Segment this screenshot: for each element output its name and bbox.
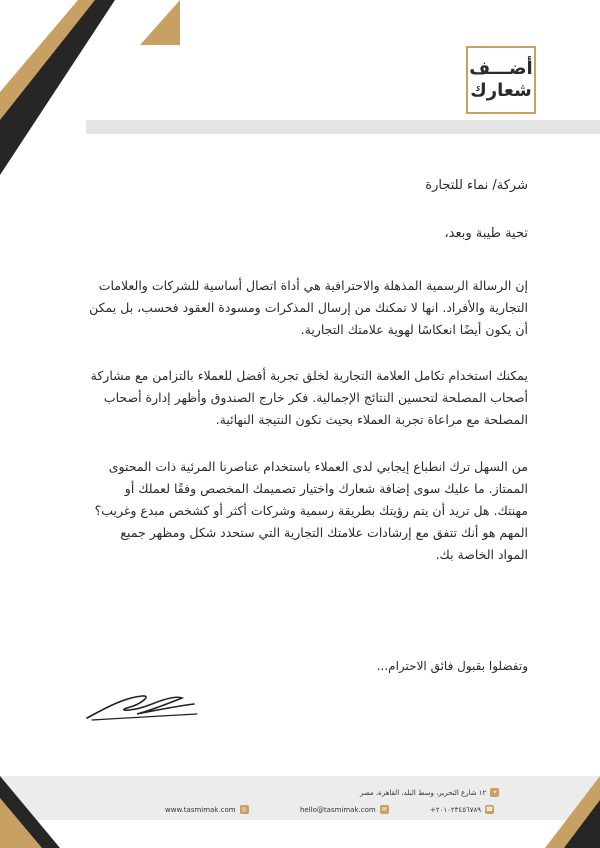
signature-icon [82,690,202,726]
header-band-grey [86,120,600,134]
footer-email[interactable] [300,805,389,814]
mail-icon: ✉ [381,806,387,813]
email-text[interactable]: hello@tasmimak.com [300,805,376,814]
globe-icon: ◎ [241,806,247,813]
footer-corner-gold-left [0,798,42,848]
closing-line: وتفضلوا بقبول فائق الاحترام... [376,659,528,673]
footer-website[interactable] [165,805,249,814]
header-stripe-gold [140,0,180,45]
recipient-company: شركة/ نماء للتجارة [425,178,528,193]
address-text: ١٢ شارع التحرير، وسط البلد، القاهرة، مصر [360,788,487,797]
logo-placeholder [466,46,536,114]
paragraph-3: من السهل ترك انطباع إيجابي لدى العملاء باستخدام عناصرنا المرئية ذات المحتوى الممتاز. ما عليك سوى إضافة شعارك واختيار تصميمك المخصص وفقًا لعملك أو مهنتك. هل تريد أن يتم رؤيتك بطريقة رسمية وشركات أكثر أو كشخص مبدع وغريب؟ المهم هو أنك تتفق مع إرشادات علامتك التجارية التي ستحدد شكل ومظهر جميع المواد الخاصة بك. [94,459,528,562]
header-corner-white [0,0,78,92]
footer-phone [430,805,494,814]
paragraph-2: يمكنك استخدام تكامل العلامة التجارية لخلق تجربة أفضل للعملاء بالتزامن مع مشاركة أصحاب المصلحة لتحسين النتائج الإجمالية. فكر خارج الصندوق وأظهر إدارة أصحاب المصلحة مع مراعاة تجربة العملاء بحيث تكون النتيجة النهائية. [90,368,528,427]
phone-text: +٢٠١٠٢٣٤٥٦٧٨٩ [430,805,481,814]
phone-icon: ☎ [485,806,494,813]
footer-address [360,788,499,797]
location-icon: ⌖ [490,788,499,797]
website-text[interactable]: www.tasmimak.com [165,805,236,814]
paragraph-1: إن الرسالة الرسمية المذهلة والاحترافية هي أداة اتصال أساسية للشركات والعلامات التجارية والأفراد. انها لا تمكنك من إرسال المذكرات ومسودة العقود فحسب، بل يمكن أن يكون أيضًا انعكاسًا لهوية علامتك التجارية. [89,278,528,337]
footer-corner-dark-right [564,800,600,848]
logo-line-1: أضـــف [469,58,533,79]
logo-line-2: شعارك [470,80,532,101]
greeting: تحية طيبة وبعد، [444,226,528,241]
